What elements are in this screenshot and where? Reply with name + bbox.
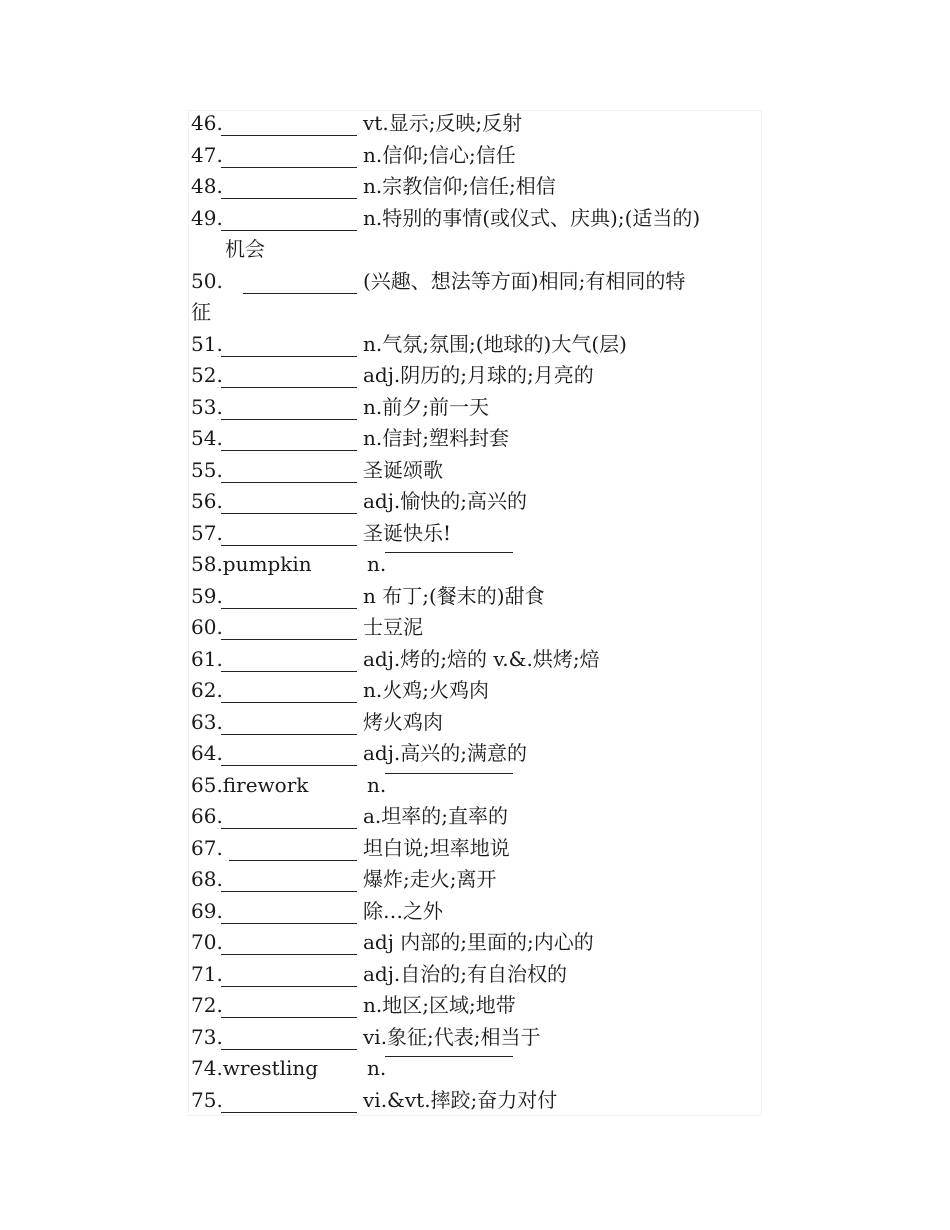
vocabulary-list — [191, 108, 761, 1116]
definition-continued: 机会 — [225, 237, 265, 261]
definition: vt.显示;反映;反射 — [363, 111, 523, 135]
answer-blank[interactable] — [385, 1056, 513, 1057]
list-item — [191, 1053, 761, 1085]
list-item — [191, 707, 761, 739]
list-item — [191, 360, 761, 392]
item-number: 62. — [191, 678, 223, 702]
definition-blank-label: n. — [367, 552, 387, 576]
definition: n.地区;区域;地带 — [363, 993, 516, 1017]
item-number: 59. — [191, 583, 223, 608]
given-word: 65.firework — [191, 772, 309, 797]
item-number: 70. — [191, 930, 223, 954]
answer-blank[interactable] — [221, 360, 357, 388]
item-number: 52. — [191, 363, 223, 387]
item-number: 63. — [191, 709, 223, 734]
definition-blank-label: n. — [367, 1056, 387, 1080]
list-item — [191, 392, 761, 424]
answer-blank[interactable] — [221, 518, 357, 546]
given-word: 58.pumpkin — [191, 552, 312, 576]
item-number: 61. — [191, 646, 223, 671]
list-item — [191, 959, 761, 991]
item-number: 56. — [191, 489, 223, 513]
definition-blank-label: n. — [367, 772, 387, 797]
answer-blank[interactable] — [221, 1022, 357, 1050]
answer-blank[interactable] — [229, 833, 357, 861]
answer-blank[interactable] — [221, 108, 357, 136]
answer-blank[interactable] — [221, 644, 357, 672]
item-number: 72. — [191, 993, 223, 1017]
definition: n.前夕;前一天 — [363, 394, 489, 419]
definition: adj.烤的;焙的 v.&.烘烤;焙 — [363, 646, 600, 671]
list-item — [191, 549, 761, 581]
item-number: 69. — [191, 898, 223, 923]
answer-blank[interactable] — [221, 486, 357, 514]
definition: adj.愉快的;高兴的 — [363, 489, 528, 513]
item-number: 46. — [191, 111, 223, 135]
answer-blank[interactable] — [221, 801, 357, 829]
item-number: 53. — [191, 394, 223, 419]
definition: n.宗教信仰;信任;相信 — [363, 174, 556, 198]
definition: 圣诞快乐! — [363, 520, 452, 545]
list-item — [191, 833, 761, 865]
answer-blank[interactable] — [385, 773, 513, 774]
list-item — [191, 738, 761, 770]
answer-blank[interactable] — [221, 581, 357, 609]
list-item — [191, 675, 761, 707]
answer-blank[interactable] — [221, 392, 357, 420]
answer-blank[interactable] — [221, 171, 357, 199]
list-item — [191, 140, 761, 172]
answer-blank[interactable] — [221, 455, 357, 483]
list-item — [191, 864, 761, 896]
definition: 圣诞颂歌 — [363, 457, 443, 482]
item-number: 75. — [191, 1087, 223, 1112]
answer-blank[interactable] — [221, 864, 357, 892]
list-item — [191, 990, 761, 1022]
definition: 除…之外 — [363, 898, 443, 923]
definition: (兴趣、想法等方面)相同;有相同的特 — [363, 268, 686, 293]
definition-continued: 征 — [191, 300, 211, 324]
definition: adj 内部的;里面的;内心的 — [363, 930, 594, 954]
item-number: 64. — [191, 741, 223, 765]
list-item — [191, 770, 761, 802]
list-item — [191, 1085, 761, 1117]
item-number: 71. — [191, 961, 223, 986]
answer-blank[interactable] — [221, 990, 357, 1018]
list-item — [191, 1022, 761, 1054]
list-item — [191, 455, 761, 487]
item-number: 50. — [191, 268, 223, 293]
list-item — [191, 896, 761, 928]
definition: n 布丁;(餐末的)甜食 — [363, 583, 545, 608]
answer-blank[interactable] — [221, 927, 357, 955]
item-number: 57. — [191, 520, 223, 545]
item-number: 60. — [191, 615, 223, 639]
definition: n.信封;塑料封套 — [363, 426, 509, 450]
answer-blank[interactable] — [221, 329, 357, 357]
definition: n.信仰;信心;信任 — [363, 142, 516, 167]
list-item — [191, 644, 761, 676]
item-number: 66. — [191, 804, 223, 828]
definition: adj.高兴的;满意的 — [363, 741, 528, 765]
given-word: 74.wrestling — [191, 1056, 319, 1080]
list-item — [191, 612, 761, 644]
item-number: 68. — [191, 867, 223, 891]
list-item — [191, 266, 761, 298]
answer-blank[interactable] — [221, 959, 357, 987]
definition: adj.自治的;有自治权的 — [363, 961, 568, 986]
definition: vi.象征;代表;相当于 — [363, 1024, 541, 1049]
answer-blank[interactable] — [243, 266, 357, 294]
list-item — [191, 329, 761, 361]
definition: n.火鸡;火鸡肉 — [363, 678, 489, 702]
definition: 士豆泥 — [363, 615, 423, 639]
definition-continuation — [191, 234, 761, 266]
list-item — [191, 927, 761, 959]
list-item — [191, 518, 761, 550]
item-number: 51. — [191, 331, 223, 356]
answer-blank[interactable] — [221, 612, 357, 640]
item-number: 55. — [191, 457, 223, 482]
item-number: 73. — [191, 1024, 223, 1049]
list-item — [191, 108, 761, 140]
definition: adj.阴历的;月球的;月亮的 — [363, 363, 594, 387]
item-number: 48. — [191, 174, 223, 198]
answer-blank[interactable] — [221, 738, 357, 766]
list-item — [191, 581, 761, 613]
item-number: 67. — [191, 835, 223, 860]
answer-blank[interactable] — [221, 423, 357, 451]
answer-blank[interactable] — [221, 896, 357, 924]
item-number: 49. — [191, 205, 223, 230]
answer-blank[interactable] — [221, 707, 357, 735]
list-item — [191, 203, 761, 235]
answer-blank[interactable] — [221, 140, 357, 168]
answer-blank[interactable] — [221, 675, 357, 703]
definition: 烤火鸡肉 — [363, 709, 443, 734]
list-item — [191, 801, 761, 833]
answer-blank[interactable] — [221, 1085, 357, 1113]
list-item — [191, 423, 761, 455]
definition: n.气氛;氛围;(地球的)大气(层) — [363, 331, 627, 356]
definition: a.坦率的;直率的 — [363, 804, 509, 828]
definition: 坦白说;坦率地说 — [363, 835, 510, 860]
definition: 爆炸;走火;离开 — [363, 867, 497, 891]
definition: n.特别的事情(或仪式、庆典);(适当的) — [363, 205, 701, 230]
answer-blank[interactable] — [385, 552, 513, 553]
answer-blank[interactable] — [221, 203, 357, 231]
definition: vi.&vt.摔跤;奋力对付 — [363, 1087, 558, 1112]
item-number: 47. — [191, 142, 223, 167]
definition-continuation — [191, 297, 761, 329]
list-item — [191, 486, 761, 518]
item-number: 54. — [191, 426, 223, 450]
list-item — [191, 171, 761, 203]
